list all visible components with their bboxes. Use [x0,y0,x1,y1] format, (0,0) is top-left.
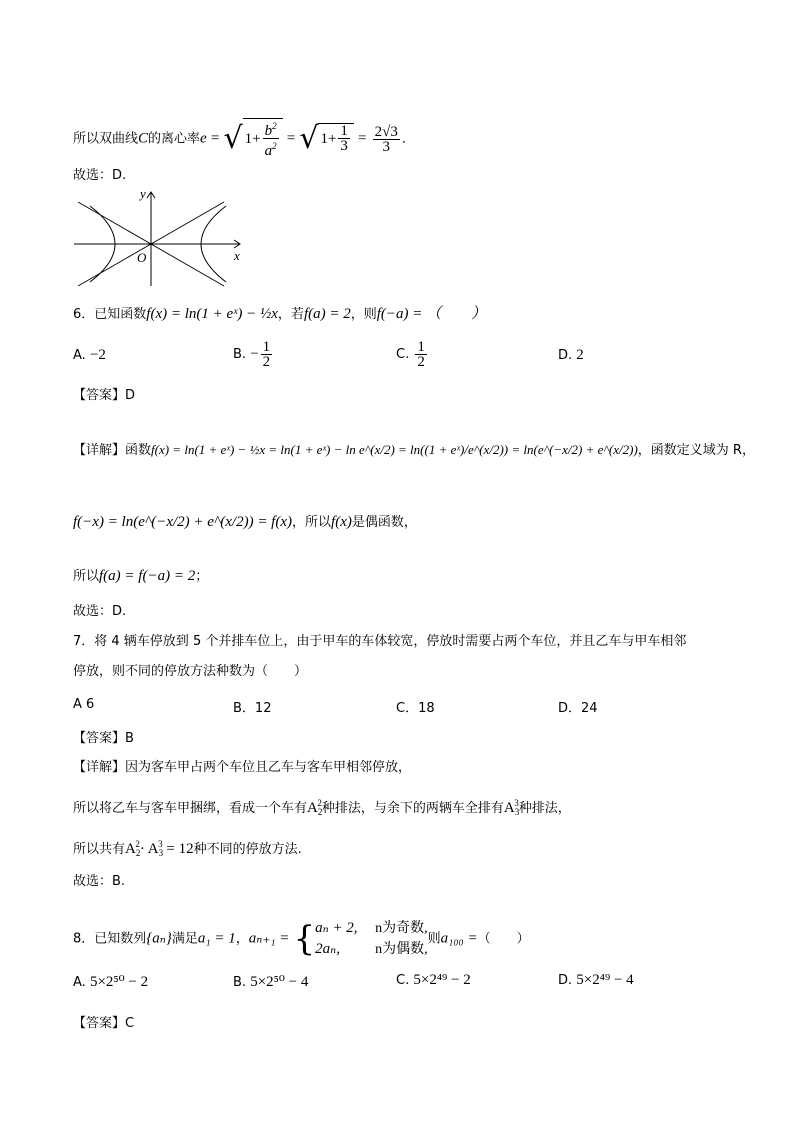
cases [315,918,428,960]
label: A. [73,975,86,990]
text: （ ） [477,931,530,947]
q8-answer: 【答案】C [73,1016,135,1031]
frac-den: $a^2$ [264,141,277,159]
q7-detail-1: 【详解】因为客车甲占两个车位且乙车与客车甲相邻停放， [73,760,412,775]
b: b [264,123,273,139]
text: 种排法，与余下的两辆车全排有 [321,801,504,816]
expr: aₙ + 2, [315,920,358,936]
math: a₁₀₀ = [440,930,478,947]
math-var: e [200,130,207,147]
q7-option-b: B．12 [233,701,272,716]
case-2 [315,939,428,960]
text: ． [401,131,415,147]
label: B. [233,975,247,990]
text: ，函数定义域为 R， [637,443,755,458]
q8-stem [73,918,530,960]
sqrt-sign: √ [299,121,319,156]
text: ； [195,569,209,584]
left-brace: { [293,919,316,959]
x-label: x [234,248,240,263]
dot-a: · A [139,841,159,857]
sqrt-body [318,123,353,153]
label: D. [558,973,573,988]
math: 1+ [244,130,261,147]
q6-so-line [73,566,208,587]
q7-option-c: C．18 [396,701,435,716]
math: f(a) = f(−a) = 2 [99,568,196,584]
frac-num: 2√3 [374,123,398,140]
math: {aₙ} [146,930,172,947]
q7-choose: 故选：B. [73,874,126,889]
q6-choose: 故选：D. [73,604,127,619]
text: 满足 [171,931,198,947]
label: C. [396,973,410,988]
text: 的离心率 [148,131,201,147]
value: − [250,346,259,362]
case-1 [315,918,428,939]
text: 种排法， [518,801,571,816]
q7-detail-2 [73,793,571,822]
math: f(−a) = （ ） [376,306,487,322]
math: a₁ = 1 [197,930,236,947]
frac-den: 2 [417,354,425,370]
text: 是偶函数， [351,515,417,530]
equals: = [286,130,296,147]
math: 1+ [320,130,337,147]
hyperbola-graph [70,188,250,288]
q8-option-b [233,972,308,991]
text: ，所以 [292,515,332,530]
value: 2 [576,347,584,363]
eq: = 12 [162,841,194,857]
frac-den: 2 [262,354,271,370]
math: f(x) [331,514,352,530]
q6-option-d [558,347,584,364]
value: −2 [89,347,106,363]
fraction [415,340,427,369]
label: D. [558,348,573,363]
label: A. [73,348,86,363]
text: 【详解】函数 [73,443,152,458]
math-var: C [138,130,149,147]
math: f(a) = 2 [303,306,351,322]
text: 种不同的停放方法. [193,842,302,857]
q7-option-a: A 6 [73,697,95,712]
text: ，若 [277,307,304,322]
value: 5×2⁴⁹ − 4 [576,972,634,988]
text: 所以双曲线 [73,131,139,147]
perm-a22: $A_2^2$ [307,798,323,817]
fraction [261,340,273,369]
sqrt-body [243,118,283,158]
frac-num: $b^2$ [264,121,277,139]
cond: n为偶数, [375,942,428,957]
frac-num: 1 [417,339,425,355]
equals: = [358,130,367,147]
value: 5×2⁴⁹ − 2 [413,972,471,988]
q6-option-a [73,347,106,364]
text: 所以将乙车与客车甲捆绑，看成一个车有 [73,801,308,816]
value: 5×2⁵⁰ − 4 [250,974,309,990]
text: 所以共有 [73,842,126,857]
math: aₙ₊₁ = [248,930,290,947]
origin-label: O [137,250,147,265]
q7-answer: 【答案】B [73,731,134,746]
A: A [307,800,318,816]
math: f(x) = ln(1 + eˣ) − ½x = ln(1 + eˣ) − ln e^(x/2) = ln((1 + eˣ)/e^(x/2)) = ln(e^(−x/2) + e^(x/2)) [151,442,638,457]
choose-line: 故选：D. [73,168,127,183]
frac-num: 1 [340,123,348,139]
q6-answer: 【答案】D [73,388,136,403]
q8-option-a [73,972,148,991]
text: 6．已知函数 [73,307,147,322]
fraction [338,124,350,153]
math: f(x) = ln(1 + eˣ) − ½x [146,306,278,322]
text: 所以 [73,569,100,584]
q6-detail-line [73,440,755,461]
perm-a33: $A_3^3$ [503,798,520,817]
equals: = [210,130,220,147]
math: f(−x) = ln(e^(−x/2) + e^(x/2)) = f(x) [73,514,293,530]
fraction [373,125,400,154]
perm-product: $A_2^2\cdot A_3^3 = 12$ [125,839,194,858]
q7-stem-2: 停放，则不同的停放方法种数为（ ） [73,664,308,679]
value: 5×2⁵⁰ − 2 [89,974,149,990]
frac-num: 1 [262,339,271,355]
label: C. [396,347,410,362]
q8-option-d [558,972,634,989]
q6-option-c [396,340,429,369]
q7-stem-1: 7．将 4 辆车停放到 5 个并排车位上，由于甲车的车体较宽，停放时需要占两个车位，并且乙车与甲车相邻 [73,634,687,649]
eccentricity-line [73,118,415,158]
text: ， [235,931,249,947]
label: B. [233,347,247,362]
a: a [264,143,273,159]
fraction [263,119,279,158]
A: A [503,800,515,816]
expr: 2aₙ, [315,941,340,957]
frac-den: 3 [340,138,348,154]
cond: n为奇数, [375,921,428,936]
text: ，则 [350,307,377,322]
q7-option-d: D．24 [558,701,598,716]
text: 8．已知数列 [73,931,147,947]
sqrt-sign: √ [223,121,243,156]
q6-option-b [233,340,274,369]
q7-detail-3 [73,834,302,863]
q6-even-line [73,512,417,533]
q6-stem [73,304,486,325]
y-label: y [140,188,146,201]
frac-den: 3 [382,138,391,155]
text: 则 [427,931,441,947]
q8-option-c [396,972,471,989]
